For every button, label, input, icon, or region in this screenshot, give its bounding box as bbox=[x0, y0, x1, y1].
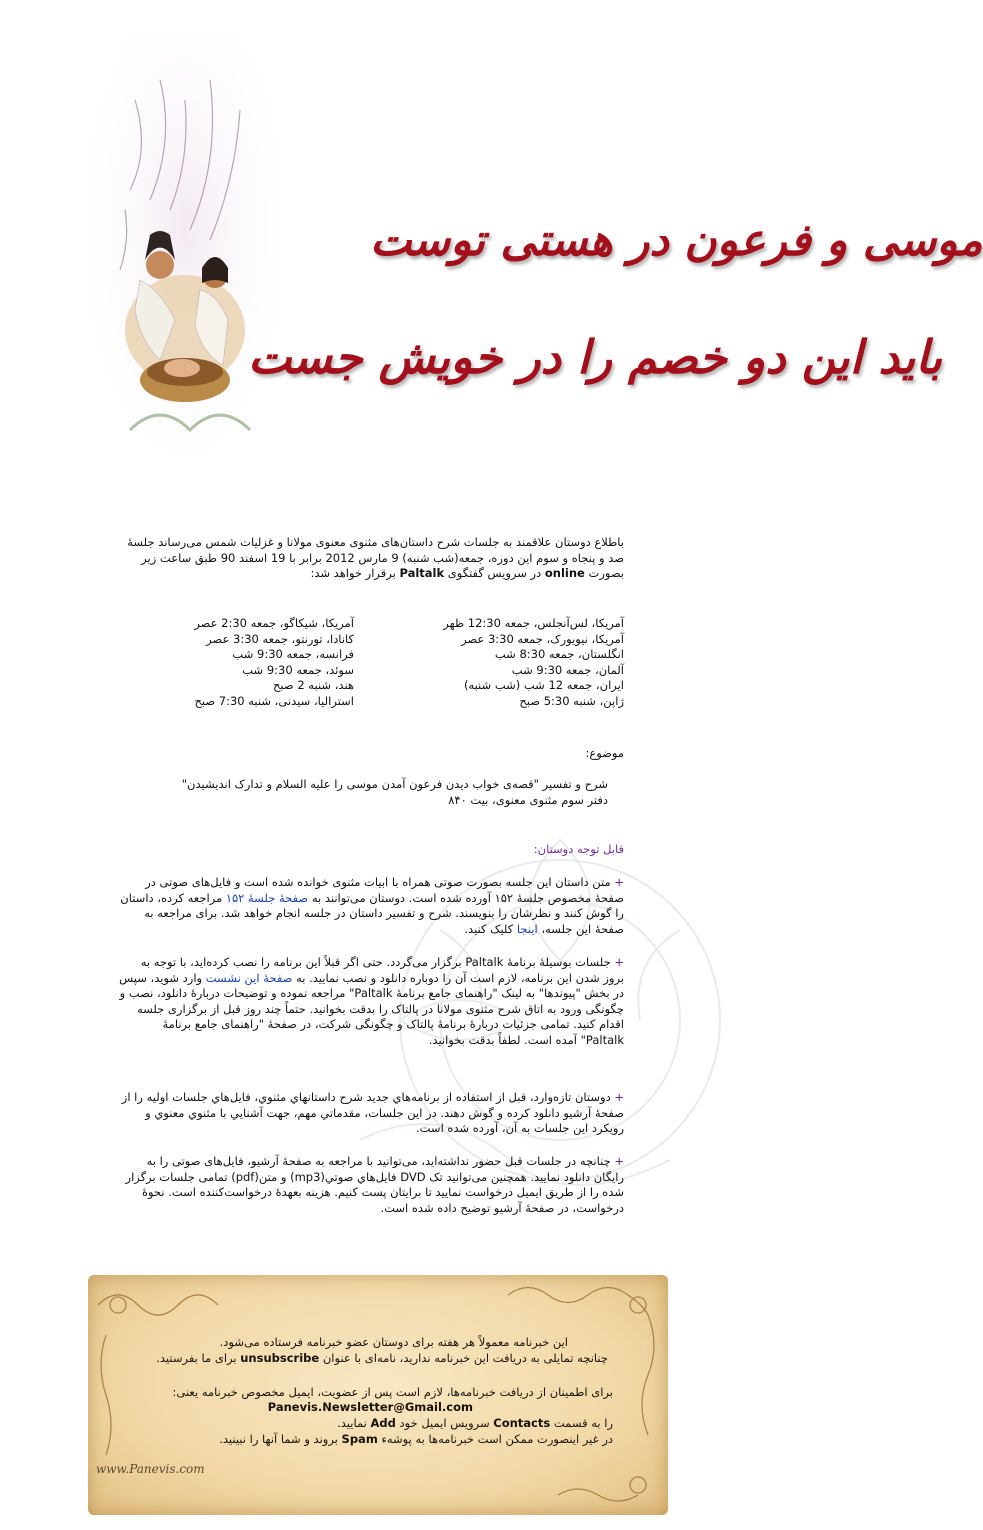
schedule-item: آمریکا، نیویورک، جمعه 3:30 عصر bbox=[461, 631, 624, 646]
newsletter-email[interactable]: Panevis.Newsletter@Gmail.com bbox=[267, 1400, 473, 1414]
note-1-text-a: متن داستان این جلسه بصورت صوتی همراه با ابیات مثنوی خوانده شده است و فایل‌های صوتی در صفحهٔ مخصوص جلسهٔ ۱۵۲ آورده شده است. دوستان می‌توانند به bbox=[145, 875, 624, 905]
session-page-link[interactable]: صفحهٔ این نشست bbox=[205, 970, 293, 985]
footer-line-2b: برای ما بفرستید. bbox=[156, 1351, 237, 1365]
header-banner bbox=[0, 0, 983, 470]
note-1-text-c: کلیک کنید. bbox=[464, 921, 514, 936]
moses-basket-illustration bbox=[90, 30, 280, 470]
note-1-text-b: مراجعه کرده، داستان را گوش کنند و نظرشان را بنویسند. شرح و تفسیر داستان در جلسه انجام خواهد شد. برای مراجعه به صفحهٔ این جلسه، bbox=[120, 890, 624, 936]
schedule-item: کانادا، تورنتو، جمعه 3:30 عصر bbox=[206, 631, 354, 646]
note-2-text-b: وارد شوید، سپس در بخش "پیوندها" به لینک "راهنمای جامع برنامهٔ Paltalk" مراجعه نموده و توضیحات دربارهٔ دانلود، نصب و چگونگی ورود به اتاق شرح مثنوی مولانا در پالتاک را بدقت بخوانید. حتماً چند روز قبل از برگزاری جلسه اقدام کنید. تمامی جزئیات دربارهٔ برنامهٔ پالتاک و چگونگی شرکت، در صفحهٔ "راهنمای جامع برنامهٔ Paltalk" آمده است. لطفاً بدقت بخوانید. bbox=[119, 970, 624, 1047]
schedule-right-column bbox=[380, 616, 624, 709]
note-4 bbox=[118, 1154, 624, 1216]
spam-keyword: Spam bbox=[341, 1432, 378, 1446]
schedule-item: ژاپن، شنبه 5:30 صبح bbox=[519, 693, 624, 708]
footer-line-2 bbox=[156, 1351, 608, 1366]
note-2 bbox=[118, 955, 624, 1048]
schedule-item: ایران، جمعه 12 شب (شب شنبه) bbox=[463, 678, 624, 692]
footer-line-1: این خبرنامه معمولاً هر هفته برای دوستان عضو خبرنامه فرستاده می‌شود. bbox=[219, 1335, 568, 1349]
footer-line-4a: را به قسمت bbox=[553, 1416, 613, 1430]
note-2-text-a: جلسات بوسیلهٔ برنامهٔ Paltalk برگزار می‌گردد. حتی اگر قبلاً این برنامه را نصب کرده‌اید، با توجه به بروز شدن این برنامه، لازم است آن را دوباره دانلود و نصب نمایید. به bbox=[140, 955, 624, 985]
schedule-item: هند، شنبه 2 صبح bbox=[273, 678, 354, 692]
footer-line-3: برای اطمینان از دریافت خبرنامه‌ها، لازم است پس از عضویت، ایمیل مخصوص خبرنامه یعنی: bbox=[172, 1385, 613, 1399]
footer-line-4c: نمایید. bbox=[337, 1416, 367, 1430]
footer-line-2a: چنانچه تمایلی به دریافت این خبرنامه ندارید، نامه‌ای با عنوان bbox=[322, 1351, 608, 1365]
bullet-plus: + bbox=[614, 875, 624, 889]
note-3 bbox=[118, 1090, 624, 1137]
bullet-plus: + bbox=[614, 1154, 624, 1168]
footer-line-5a: در غیر اینصورت ممکن است خبرنامه‌ها به پوشهء bbox=[381, 1432, 613, 1446]
schedule-item: استرالیا، سیدنی، شنبه 7:30 صبح bbox=[194, 693, 354, 708]
schedule-item: سوئد، جمعه 9:30 شب bbox=[242, 662, 354, 677]
paltalk-label: Paltalk bbox=[399, 566, 445, 580]
site-url[interactable]: www.Panevis.com bbox=[96, 1462, 205, 1476]
title-line-1: موسی و فرعون در هستی توست bbox=[370, 215, 983, 266]
note-1 bbox=[118, 875, 624, 937]
intro-text-b: در سرویس گفتگوی bbox=[447, 566, 542, 580]
add-keyword: Add bbox=[370, 1416, 396, 1430]
topic-line-1: شرح و تفسیر "قصه‌ی خواب دیدن فرعون آمدن موسی را علیه السلام و تدارک اندیشیدن" bbox=[181, 777, 608, 791]
schedule-left-column bbox=[140, 616, 354, 709]
topic-line-2: دفتر سوم مثنوی معنوی، بیت ۸۴۰ bbox=[448, 793, 608, 807]
title-line-2: باید این دو خصم را در خویش جست bbox=[248, 330, 943, 384]
footer-line-4 bbox=[337, 1416, 613, 1431]
intro-text-c: برقرار خواهد شد: bbox=[310, 566, 396, 580]
schedule-item: انگلستان، جمعه 8:30 شب bbox=[494, 647, 624, 661]
schedule-item: آلمان، جمعه 9:30 شب bbox=[511, 662, 624, 677]
note-3-text: دوستان تازه‌وارد، قبل از استفاده از برنامه‌هاي جديد شرح داستانهاي مثنوي، فايل‌هاي جلسات اوليه را از صفحهٔ آرشيو دانلود کرده و گوش دهند. در اين جلسات، مقدماتي مهم، جهت آشنايي با مثنوي معنوي و رويکرد اين جلسات به آن، آورده شده است. bbox=[121, 1090, 624, 1135]
schedule-item: فرانسه، جمعه 9:30 شب bbox=[232, 647, 354, 661]
unsubscribe-keyword: unsubscribe bbox=[240, 1351, 320, 1365]
footer-line-5b: بروند و شما آنها را نبینید. bbox=[219, 1432, 338, 1446]
contacts-keyword: Contacts bbox=[493, 1416, 551, 1430]
bullet-plus: + bbox=[614, 955, 624, 969]
here-link[interactable]: اینجا bbox=[516, 921, 538, 936]
online-label: online bbox=[544, 566, 585, 580]
schedule-item: آمریکا، لس‌آنجلس، جمعه 12:30 ظهر bbox=[443, 616, 624, 630]
session-152-link[interactable]: صفحهٔ جلسهٔ ۱۵۲ bbox=[225, 890, 309, 905]
schedule-item: آمریکا، شیکاگو، جمعه 2:30 عصر bbox=[194, 616, 354, 630]
footer-line-5 bbox=[219, 1432, 613, 1447]
note-4-text: چنانچه در جلسات قبل حضور نداشته‌اید، می‌توانید با مراجعه به صفحهٔ آرشیو، فایل‌های صوتی را به رایگان دانلود نمایید. همچنین می‌توانید تک DVD فایل‌هاي صوتي(mp3) و متن(pdf) تمامی جلسات برگزار شده را از طریق ایمیل درخواست نمایید تا برایتان پست کنیم. هزینه بعهدهٔ درخواست‌کننده است. نحوهٔ درخواست، در صفحهٔ آرشیو توضیح داده شده است. bbox=[125, 1154, 624, 1215]
intro-text-a: باطلاع دوستان علاقمند به جلسات شرح داستان‌های مثنوی معنوی مولانا و غزلیات شمس می‌رساند جلسهٔ صد و پنجاه و سوم این دوره، جمعه(شب شنبه) 9 مارس 2012 برابر با 19 اسفند 90 طبق ساعت زیر بصورت bbox=[127, 535, 624, 580]
notes-heading: قابل توجه دوستان: bbox=[533, 842, 624, 856]
footer-line-4b: سرویس ایمیل خود bbox=[399, 1416, 490, 1430]
intro-paragraph bbox=[118, 535, 624, 582]
bullet-plus: + bbox=[614, 1090, 624, 1104]
topic-label: موضوع: bbox=[585, 746, 624, 760]
